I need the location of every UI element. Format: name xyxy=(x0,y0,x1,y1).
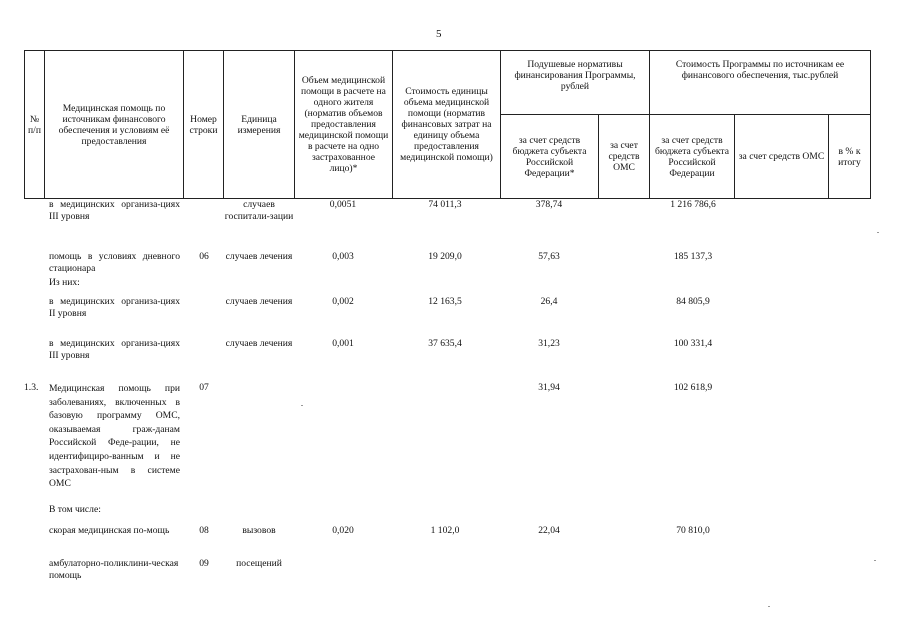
row-norm-budget: 31,94 xyxy=(538,382,560,393)
row-label: помощь в условиях дневного стационара xyxy=(49,251,180,274)
row-norm-budget: 26,4 xyxy=(540,296,558,307)
row-unit: вызовов xyxy=(242,525,276,536)
row-cost-budget: 84 805,9 xyxy=(676,296,710,307)
row-cost-budget: 102 618,9 xyxy=(673,382,713,393)
row-number: 07 xyxy=(199,382,209,393)
row-volume: 0,003 xyxy=(332,251,354,262)
row-volume: 0,002 xyxy=(332,296,354,307)
row-cost-budget: 100 331,4 xyxy=(673,338,713,349)
scan-speck xyxy=(874,560,876,561)
header-norm-budget: за счет средств бюджета субъекта Российской Федерации* xyxy=(501,115,599,199)
header-type: Медицинская помощь по источникам финансового обеспечения и условиям её предоставления xyxy=(45,51,184,199)
row-norm-budget: 57,63 xyxy=(538,251,560,262)
header-volume: Объем медицинской помощи в расчете на одного жителя (норматив объемов предоставления медицинской помощи в расчете на одно застрахованное лицо)* xyxy=(295,51,393,199)
row-cost-budget: 1 216 786,6 xyxy=(670,199,716,210)
row-volume: 0,001 xyxy=(332,338,354,349)
row-label: Медицинская помощь при заболеваниях, включенных в базовую программу ОМС, оказываемая граж-данам Российской Феде-рации, не идентифициро-ванным и не застрахован-ным в системе ОМС xyxy=(49,383,180,490)
row-label: скорая медицинская по-мощь xyxy=(49,525,170,536)
row-cost-budget: 70 810,0 xyxy=(676,525,710,536)
scan-speck xyxy=(768,606,770,607)
header-row-number: Номер строки xyxy=(184,51,224,199)
row-unit: случаев лечения xyxy=(225,338,293,349)
row-unit: случаев лечения xyxy=(225,251,293,262)
row-norm-budget: 31,23 xyxy=(538,338,560,349)
row-unit: случаев лечения xyxy=(225,296,293,307)
header-group-norm: Подушевые нормативы финансирования Программы, рублей xyxy=(501,51,650,115)
row-label: В том числе: xyxy=(49,504,101,515)
row-cost: 37 635,4 xyxy=(428,338,462,349)
header-cost-budget: за счет средств бюджета субъекта Российской Федерации xyxy=(650,115,735,199)
header-cost-oms: за счет средств ОМС xyxy=(735,115,829,199)
header-cost-pct: в % к итогу xyxy=(829,115,871,199)
row-norm-budget: 22,04 xyxy=(538,525,560,536)
row-cost: 74 011,3 xyxy=(428,199,462,210)
header-num: № п/п xyxy=(25,51,45,199)
scan-speck xyxy=(301,405,303,406)
row-label: амбулаторно-поликлини-ческая помощь xyxy=(49,558,179,581)
header-group-cost: Стоимость Программы по источникам ее финансового обеспечения, тыс.рублей xyxy=(650,51,871,115)
header-cost: Стоимость единицы объема медицинской помощи (норматив финансовых затрат на единицу объема предоставления медицинской помощи) xyxy=(393,51,501,199)
table-header xyxy=(24,50,871,199)
row-label: в медицинских организа-циях III уровня xyxy=(49,199,180,222)
row-volume: 0,020 xyxy=(332,525,354,536)
header-norm-oms: за счет средств ОМС xyxy=(599,115,650,199)
row-cost: 19 209,0 xyxy=(428,251,462,262)
row-number: 08 xyxy=(199,525,209,536)
row-norm-budget: 378,74 xyxy=(535,199,563,210)
row-label: в медицинских организа-циях II уровня xyxy=(49,296,180,319)
row-unit: случаев госпитали-зации xyxy=(224,199,294,222)
scan-speck xyxy=(877,232,879,233)
row-unit: посещений xyxy=(236,558,282,569)
row-cost: 12 163,5 xyxy=(428,296,462,307)
row-cost: 1 102,0 xyxy=(430,525,460,536)
page-number: 5 xyxy=(436,28,442,40)
row-label: Из них: xyxy=(49,277,80,288)
row-label: в медицинских организа-циях III уровня xyxy=(49,338,180,361)
row-number: 06 xyxy=(199,251,209,262)
header-unit: Единица измерения xyxy=(224,51,295,199)
row-volume: 0,0051 xyxy=(329,199,357,210)
row-num: 1.3. xyxy=(24,382,39,393)
row-cost-budget: 185 137,3 xyxy=(673,251,713,262)
row-number: 09 xyxy=(199,558,209,569)
